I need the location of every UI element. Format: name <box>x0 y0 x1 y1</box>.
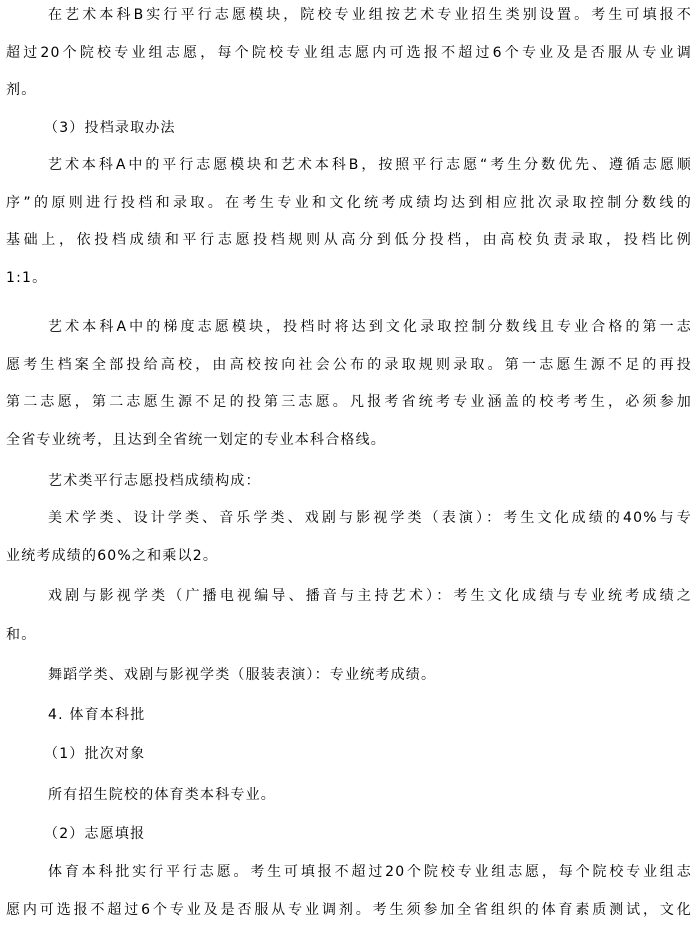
paragraph-line: 所有招生院校的体育类本科专业。 <box>48 787 276 803</box>
paragraph-line: 全省专业统考，且达到全省统一划定的专业本科合格线。 <box>6 432 386 448</box>
paragraph-line: 舞蹈学类、戏剧与影视学类（服装表演）：专业统考成绩。 <box>48 667 437 683</box>
paragraph-line: 愿内可选报不超过6个专业及是否服从专业调剂。考生须参加全省组织的体育素质测试，文化 <box>6 902 692 918</box>
paragraph-line: 戏剧与影视学类（广播电视编导、播音与主持艺术）：考生文化成绩与专业统考成绩之 <box>48 588 692 604</box>
paragraph-line: 1:1。 <box>6 270 48 286</box>
paragraph-line: 和。 <box>6 627 37 643</box>
section-heading: 4. 体育本科批 <box>48 707 146 723</box>
paragraph-line: 艺术本科A中的梯度志愿模块，投档时将达到文化录取控制分数线且专业合格的第一志 <box>48 319 692 335</box>
paragraph-line: 基础上，依投档成绩和平行志愿投档规则从高分到低分投档，由高校负责录取，投档比例 <box>6 232 692 248</box>
paragraph-line: 第二志愿，第二志愿生源不足的投第三志愿。凡报考省统考专业涵盖的校考考生，必须参加 <box>6 394 692 410</box>
paragraph-line: 美术学类、设计学类、音乐学类、戏剧与影视学类（表演）：考生文化成绩的40%与专 <box>48 510 692 526</box>
paragraph-line: 序”的原则进行投档和录取。在考生专业和文化统考成绩均达到相应批次录取控制分数线的 <box>6 195 692 211</box>
section-heading: （3）投档录取办法 <box>44 120 176 136</box>
subsection-heading: （1）批次对象 <box>44 746 146 762</box>
paragraph-line: 超过20个院校专业组志愿，每个院校专业组志愿内可选报不超过6个专业及是否服从专业调 <box>6 45 692 61</box>
paragraph-line: 艺术类平行志愿投档成绩构成： <box>48 473 261 489</box>
paragraph-line: 剂。 <box>6 82 37 98</box>
paragraph-line: 愿考生档案全部投给高校，由高校按向社会公布的录取规则录取。第一志愿生源不足的再投 <box>6 357 692 373</box>
paragraph-line: 业统考成绩的60%之和乘以2。 <box>6 548 219 564</box>
paragraph-line: 体育本科批实行平行志愿。考生可填报不超过20个院校专业组志愿，每个院校专业组志 <box>48 864 692 880</box>
subsection-heading: （2）志愿填报 <box>44 826 146 842</box>
paragraph-line: 艺术本科A中的平行志愿模块和艺术本科B，按照平行志愿“考生分数优先、遵循志愿顺 <box>48 157 692 173</box>
paragraph-line: 在艺术本科B实行平行志愿模块，院校专业组按艺术专业招生类别设置。考生可填报不 <box>48 7 692 23</box>
